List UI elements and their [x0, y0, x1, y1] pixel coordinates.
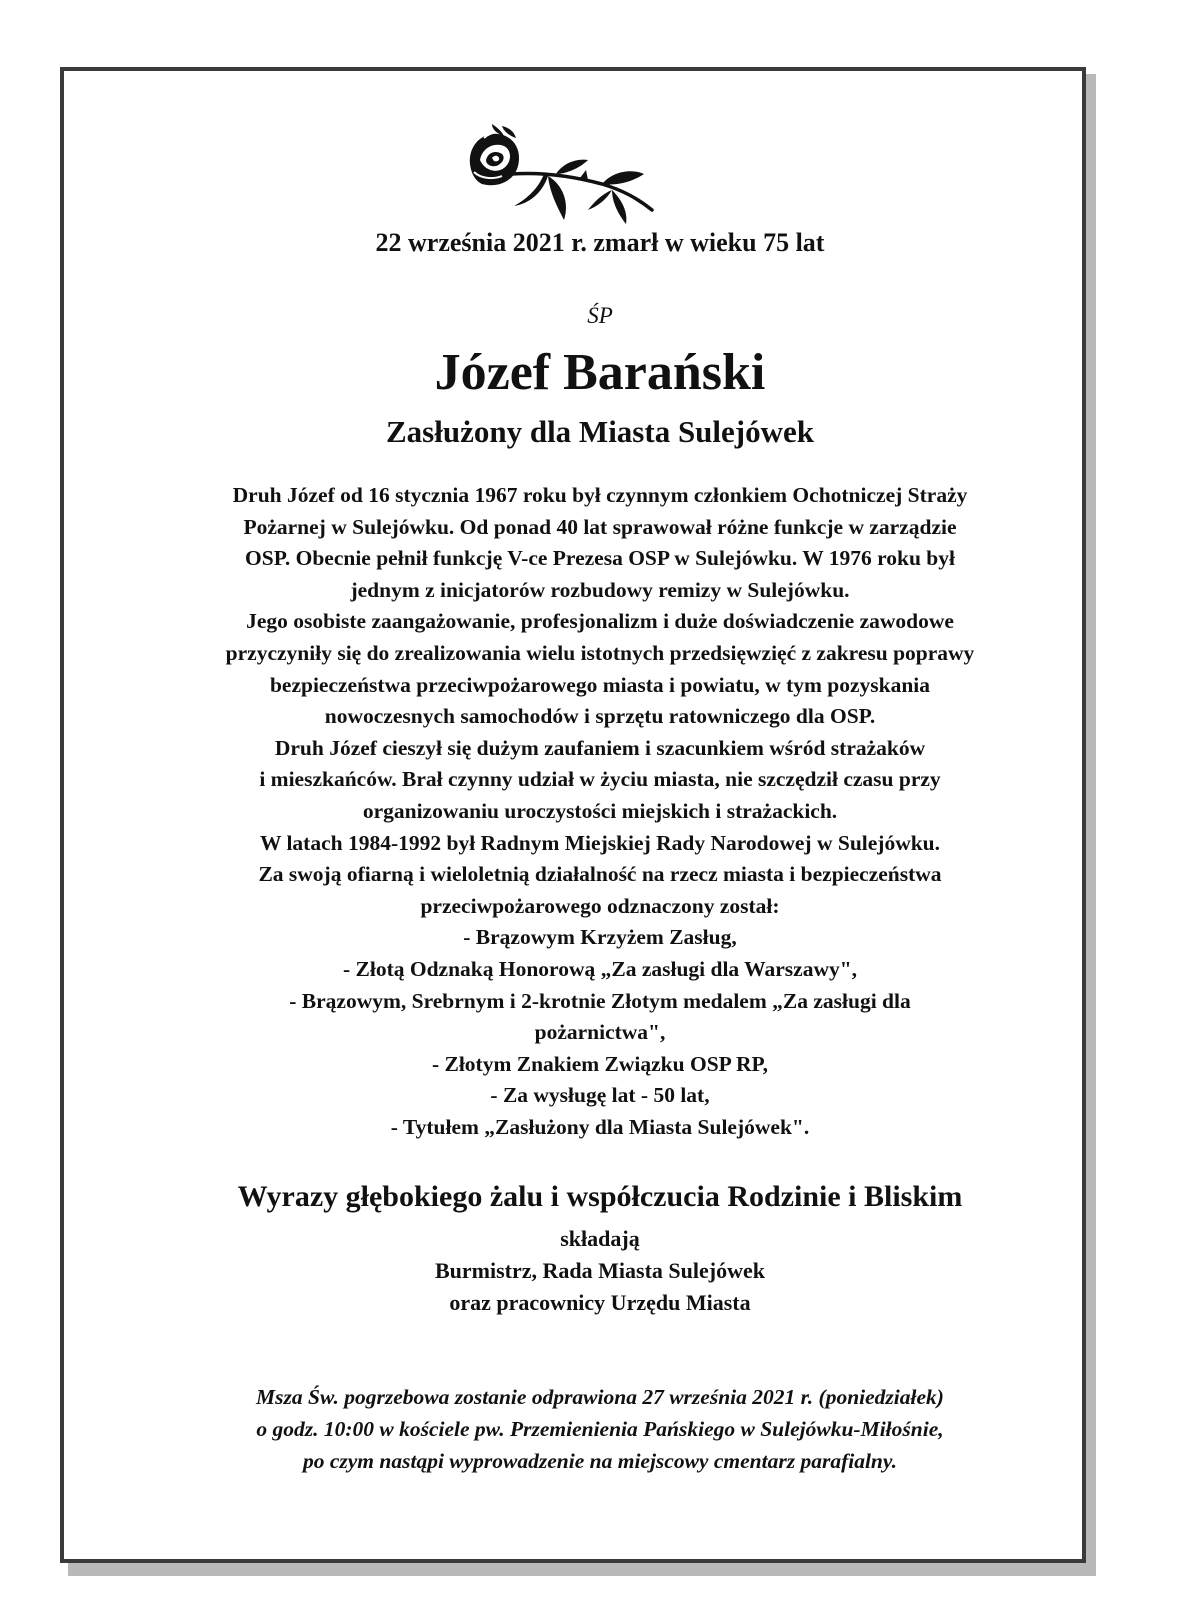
biography-line: jednym z inicjatorów rozbudowy remizy w Sulejówku. [350, 577, 850, 602]
biography-line: nowoczesnych samochodów i sprzętu ratowniczego dla OSP. [324, 704, 876, 729]
biography-line: i mieszkańców. Brał czynny udział w życiu miasta, nie szczędził czasu przy [259, 767, 941, 792]
rose-icon [462, 124, 658, 226]
mass-line: o godz. 10:00 w kościele pw. Przemienienia Pańskiego w Sulejówku-Miłośnie, [256, 1417, 944, 1441]
award-item: - Tytułem „Zasłużony dla Miasta Sulejówek". [390, 1114, 810, 1139]
biography-line: Druh Józef od 16 stycznia 1967 roku był czynnym członkiem Ochotniczej Straży [232, 483, 968, 507]
biography-line: bezpieczeństwa przeciwpożarowego miasta i powiatu, w tym pozyskania [269, 672, 931, 697]
biography-line: przeciwpożarowego odznaczony został: [420, 893, 780, 918]
honorary-title: Zasłużony dla Miasta Sulejówek [385, 414, 815, 449]
biography-line: Pożarnej w Sulejówku. Od ponad 40 lat sprawował różne funkcje w zarządzie [243, 514, 957, 539]
mass-line: Msza Św. pogrzebowa zostanie odprawiona 27 września 2021 r. (poniedziałek) [256, 1385, 944, 1409]
award-item: - Złotą Odznaką Honorową „Za zasługi dla Warszawy", [342, 956, 858, 981]
signers-line: składają [560, 1226, 640, 1251]
award-item: - Za wysługę lat - 50 lat, [490, 1083, 710, 1108]
mass-line: po czym nastąpi wyprowadzenie na miejscowy cmentarz parafialny. [302, 1449, 898, 1473]
biography-line: Za swoją ofiarną i wieloletnią działalność na rzecz miasta i bezpieczeństwa [258, 862, 942, 887]
deceased-name: Józef Barański [434, 344, 766, 401]
biography-line: Druh Józef cieszył się dużym zaufaniem i szacunkiem wśród strażaków [274, 735, 926, 760]
biography-line: przyczyniły się do zrealizowania wielu istotnych przedsięwzięć z zakresu poprawy [225, 640, 975, 665]
award-item: pożarnictwa", [534, 1020, 666, 1045]
biography-line: organizowaniu uroczystości miejskich i strażackich. [362, 798, 838, 823]
funeral-mass-info [0, 1381, 1200, 1477]
biography-text [0, 480, 1200, 1143]
award-item: - Brązowym Krzyżem Zasług, [463, 925, 737, 950]
death-date-line: 22 września 2021 r. zmarł w wieku 75 lat [375, 228, 825, 257]
condolence-heading: Wyrazy głębokiego żalu i współczucia Rodzinie i Bliskim [237, 1180, 963, 1213]
biography-line: OSP. Obecnie pełnił funkcję V-ce Prezesa OSP w Sulejówku. W 1976 roku był [245, 546, 955, 571]
biography-line: Jego osobiste zaangażowanie, profesjonalizm i duże doświadczenie zawodowe [246, 609, 954, 634]
honorific-prefix: ŚP [587, 303, 613, 328]
signers-line: oraz pracownicy Urzędu Miasta [449, 1290, 751, 1315]
signers [0, 1223, 1200, 1319]
award-item: - Złotym Znakiem Związku OSP RP, [431, 1051, 769, 1076]
award-item: - Brązowym, Srebrnym i 2-krotnie Złotym medalem „Za zasługi dla [289, 988, 911, 1013]
biography-line: W latach 1984-1992 był Radnym Miejskiej Rady Narodowej w Sulejówku. [259, 830, 941, 855]
signers-line: Burmistrz, Rada Miasta Sulejówek [435, 1258, 765, 1283]
